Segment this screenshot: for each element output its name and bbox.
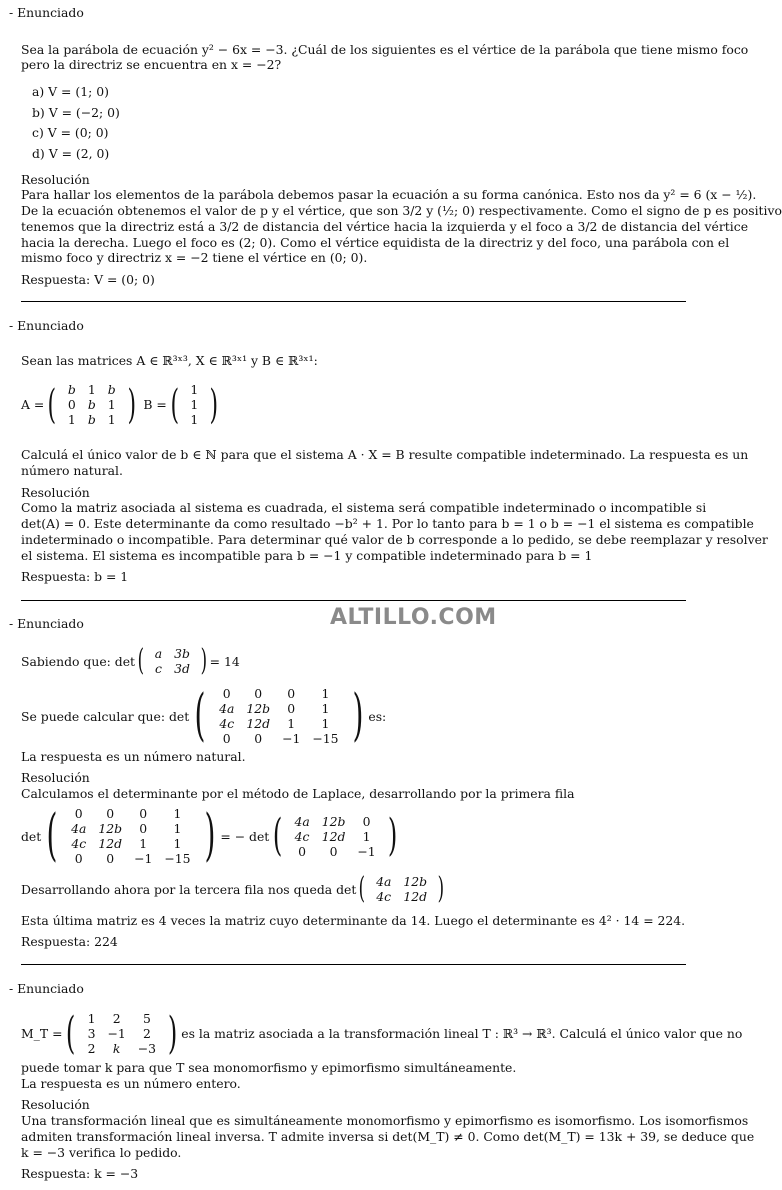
matrix-a-cell: 1: [67, 412, 76, 427]
minor3-matrix: ( 4a 12b 0 4c 12d 1 0 0 −1 ): [273, 810, 397, 861]
q3-answer: Respuesta: 224: [21, 934, 118, 949]
matrix-b-cell: 1: [190, 382, 199, 397]
matrix-b-cell: 1: [190, 412, 199, 427]
big-matrix-cell: 0: [106, 851, 115, 866]
big-matrix-cell: 0: [222, 731, 231, 746]
q1-option-b: b) V = (−2; 0): [32, 105, 120, 120]
minor3-matrix-cell: 0: [329, 843, 338, 859]
q4-mt-label: M_T =: [21, 1026, 63, 1041]
q3-final-line: Esta última matriz es 4 veces la matriz cuyo determinante da 14. Luego el determinante es 4² · 14 = 224.: [21, 913, 686, 928]
big-matrix-cell: 12b: [98, 821, 123, 836]
q1-res-line: mismo foco y directriz x = −2 tiene el vértice en (0; 0).: [21, 250, 368, 265]
big-matrix-cell: 0: [74, 851, 83, 866]
mt-matrix-cell: 5: [142, 1011, 151, 1026]
big-matrix-cell: 1: [321, 686, 330, 701]
q3-expand-text: Desarrollando ahora por la tercera fila nos queda det: [21, 881, 357, 897]
q1-answer: Respuesta: V = (0; 0): [21, 272, 155, 287]
minor2-matrix-cell: 4c: [376, 889, 392, 904]
q1-option-d: d) V = (2, 0): [32, 146, 110, 161]
big-matrix-cell: 0: [287, 701, 296, 716]
q3-given-row: [21, 643, 240, 678]
given-matrix-cell: a: [154, 646, 163, 661]
minor3-matrix-cell: 12b: [321, 813, 346, 829]
q1-enunciado-label: - Enunciado: [9, 5, 84, 20]
q4-res-line: admiten transformación lineal inversa. T admite inversa si det(M_T) ≠ 0. Como det(M_T) = 13k + 39, se deduce que: [21, 1129, 755, 1144]
matrix-b: ( 1 1 1 ): [170, 381, 219, 428]
minor3-matrix-cell: 4a: [294, 813, 310, 829]
matrix-a-cell: b: [87, 397, 96, 412]
mt-matrix-cell: −1: [107, 1026, 126, 1041]
q2-enunciado-label: - Enunciado: [9, 318, 84, 333]
matrix-a-cell: 1: [87, 382, 96, 397]
big-matrix-cell: 1: [321, 716, 330, 731]
given-matrix-cell: 3d: [174, 661, 190, 676]
divider: [21, 964, 686, 965]
matrix-a: ( b 1 b 0 b 1 1 b 1 ): [47, 381, 136, 428]
q4-enunciado-label: - Enunciado: [9, 981, 84, 996]
big-matrix-cell: 0: [74, 806, 83, 821]
big-matrix-cell: 0: [139, 821, 148, 836]
q2-res-line: Como la matriz asociada al sistema es cuadrada, el sistema será compatible indeterminado o incompatible si: [21, 500, 707, 515]
q4-mt-suffix: es la matriz asociada a la transformación lineal T : ℝ³ → ℝ³. Calculá el único valor que no: [181, 1026, 743, 1041]
q2-ask-line1: Calculá el único valor de b ∈ ℕ para que el sistema A · X = B resulte compatible indeterminado. La respuesta es un: [21, 447, 749, 462]
big-matrix-cell: −15: [312, 731, 339, 746]
given-matrix-cell: c: [154, 661, 162, 676]
minor2-matrix-cell: 4a: [376, 874, 392, 889]
mt-matrix-cell: −3: [137, 1041, 157, 1056]
big-matrix-cell: 1: [287, 716, 296, 731]
q4-line2: puede tomar k para que T sea monomorfismo y epimorfismo simultáneamente.: [21, 1060, 517, 1075]
q1-res-line: hacia la derecha. Luego el foco es (2; 0). Como el vértice equidista de la directriz y del foco, una parábola con el: [21, 235, 730, 250]
q3-calc-row: [21, 683, 387, 748]
big-matrix-cell: 0: [106, 806, 115, 821]
given-matrix: ( a 3b c 3d ): [137, 643, 208, 678]
minor2-matrix: ( 4a 12b 4c 12d ): [358, 871, 445, 906]
minor3-matrix-cell: 1: [362, 828, 371, 844]
big-matrix-cell: 1: [173, 806, 182, 821]
matrix-a-cell: b: [67, 382, 76, 397]
minor2-matrix-cell: 12d: [403, 889, 428, 904]
q3-calc-prefix: Se puede calcular que: det: [21, 708, 190, 724]
q2-res-line: el sistema. El sistema es incompatible para b = −1 y compatible indeterminado para b = 1: [21, 548, 593, 563]
q2-resolucion-label: Resolución: [21, 485, 90, 500]
q4-res-line: Una transformación lineal que es simultáneamente monomorfismo y epimorfismo es isomorfismo. Los isomorfismos: [21, 1113, 749, 1128]
q4-answer: Respuesta: k = −3: [21, 1166, 139, 1181]
big-matrix-cell: 1: [173, 836, 182, 851]
minor3-matrix-cell: 0: [298, 843, 307, 859]
big-matrix: ( 0 0 0 1 4a 12b 0 1 4c 12d 1 1 0 0 −1 −15 ): [194, 683, 363, 748]
matrix-a-cell: 0: [67, 397, 76, 412]
q1-res-line: De la ecuación obtenemos el valor de p y el vértice, que son 3/2 y (½; 0) respectivamente. Como el signo de p es positivo: [21, 203, 782, 218]
matrix-a-cell: 1: [107, 397, 116, 412]
q2-matrices-row: [21, 382, 222, 427]
big-matrix-cell: 0: [254, 731, 263, 746]
minor2-matrix-cell: 12b: [403, 874, 428, 889]
q1-statement-line2: pero la directriz se encuentra en x = −2?: [21, 57, 282, 72]
big-matrix-cell: 0: [139, 806, 148, 821]
q3-calc-suffix: es:: [368, 708, 387, 724]
q4-mt-row: [21, 1007, 743, 1059]
q2-answer: Respuesta: b = 1: [21, 569, 129, 584]
q3-laplace-row: [21, 803, 401, 868]
q2-ask-line2: número natural.: [21, 463, 123, 478]
big-matrix-cell: 1: [173, 821, 182, 836]
q3-given-suffix: = 14: [209, 653, 240, 669]
mt-matrix-cell: 2: [87, 1041, 96, 1056]
q1-res-line: Para hallar los elementos de la parábola debemos pasar la ecuación a su forma canónica. Esto nos da y² = 6 (x − ½).: [21, 187, 757, 202]
big-matrix-cell: 0: [287, 686, 296, 701]
minor3-matrix-cell: 0: [362, 813, 371, 829]
q1-resolucion-label: Resolución: [21, 172, 90, 187]
big-matrix-cell: 12d: [98, 836, 123, 851]
mt-matrix-cell: 2: [112, 1011, 121, 1026]
mt-matrix-cell: 1: [87, 1011, 96, 1026]
matrix-b-label: B =: [143, 397, 167, 412]
q3-expand-row: [21, 871, 447, 906]
big-matrix-cell: 4a: [71, 821, 87, 836]
q2-statement: Sean las matrices A ∈ ℝ³ˣ³, X ∈ ℝ³ˣ¹ y B ∈ ℝ³ˣ¹:: [21, 353, 318, 368]
mt-matrix-cell: k: [112, 1041, 121, 1056]
matrix-a-cell: 1: [107, 412, 116, 427]
q4-res-line: k = −3 verifica lo pedido.: [21, 1145, 182, 1160]
q3-res-line1: Calculamos el determinante por el método de Laplace, desarrollando por la primera fila: [21, 786, 575, 801]
q1-option-c: c) V = (0; 0): [32, 125, 109, 140]
divider: [21, 600, 686, 601]
q3-det-prefix: det: [21, 828, 42, 844]
matrix-b-cell: 1: [190, 397, 199, 412]
big-matrix-cell: −15: [164, 851, 191, 866]
big-matrix-cell: 4a: [219, 701, 235, 716]
mt-matrix: ( 1 2 5 3 −1 2 2 k −3 ): [66, 1007, 178, 1059]
mt-matrix-cell: 3: [87, 1026, 96, 1041]
matrix-a-cell: b: [107, 382, 116, 397]
big-matrix-cell: 1: [321, 701, 330, 716]
big-matrix-cell: −1: [134, 851, 153, 866]
big-matrix-cell: −1: [282, 731, 301, 746]
minor3-matrix-cell: 12d: [321, 828, 346, 844]
divider: [21, 301, 686, 302]
big-matrix-cell: 12b: [246, 701, 271, 716]
watermark: ALTILLO.COM: [330, 605, 497, 630]
big-matrix-cell: 0: [222, 686, 231, 701]
mt-matrix-cell: 2: [142, 1026, 151, 1041]
q2-res-line: det(A) = 0. Este determinante da como resultado −b² + 1. Por lo tanto para b = 1 o b = −1 el sistema es compatible: [21, 516, 754, 531]
big-matrix-copy: ( 0 0 0 1 4a 12b 0 1 4c 12d 1 1 0 0 −1 −15 ): [46, 803, 215, 868]
q1-statement-line1: Sea la parábola de ecuación y² − 6x = −3. ¿Cuál de los siguientes es el vértice de la parábola que tiene mismo foco: [21, 42, 749, 57]
q2-res-line: indeterminado o incompatible. Para determinar qué valor de b corresponde a lo pedido, se debe reemplazar y resolver: [21, 532, 768, 547]
q3-enunciado-label: - Enunciado: [9, 616, 84, 631]
q3-given-prefix: Sabiendo que: det: [21, 653, 136, 669]
q3-natural-note: La respuesta es un número natural.: [21, 749, 246, 764]
big-matrix-cell: 4c: [219, 716, 235, 731]
q3-det-mid: = − det: [220, 828, 270, 844]
minor3-matrix-cell: −1: [357, 843, 376, 859]
matrix-a-label: A =: [21, 397, 45, 412]
q3-resolucion-label: Resolución: [21, 770, 90, 785]
q4-line3: La respuesta es un número entero.: [21, 1076, 241, 1091]
big-matrix-cell: 4c: [71, 836, 87, 851]
big-matrix-cell: 12d: [246, 716, 271, 731]
given-matrix-cell: 3b: [174, 646, 190, 661]
q1-option-a: a) V = (1; 0): [32, 84, 109, 99]
big-matrix-cell: 1: [139, 836, 148, 851]
matrix-a-cell: b: [87, 412, 96, 427]
big-matrix-cell: 0: [254, 686, 263, 701]
minor3-matrix-cell: 4c: [294, 828, 310, 844]
q4-resolucion-label: Resolución: [21, 1097, 90, 1112]
q1-res-line: tenemos que la directriz está a 3/2 de distancia del vértice hacia la izquierda y el foco a 3/2 de distancia del vértice: [21, 219, 749, 234]
